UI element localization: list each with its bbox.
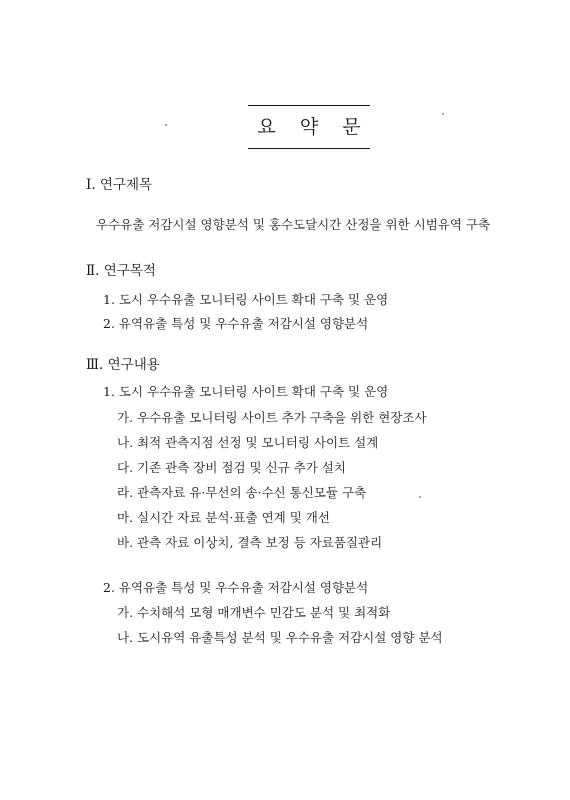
section-2-line-1: 1. 도시 우수유출 모니터링 사이트 확대 구축 및 운영: [103, 292, 389, 307]
scan-speck: [419, 496, 421, 498]
scan-speck: [442, 113, 444, 115]
section-3-line-1: 1. 도시 우수유출 모니터링 사이트 확대 구축 및 운영: [103, 384, 389, 399]
section-3-line-3: 나. 최적 관측지점 선정 및 모니터링 사이트 설계: [117, 435, 379, 450]
section-2-numeral: Ⅱ.: [86, 263, 100, 279]
section-3-line-10: 나. 도시유역 유출특성 분석 및 우수유출 저감시설 영향 분석: [117, 630, 443, 645]
section-1-line-1: 우수유출 저감시설 영향분석 및 홍수도달시간 산정을 위한 시범유역 구축: [96, 217, 491, 232]
section-1-numeral: Ⅰ.: [86, 177, 96, 193]
section-3-line-8: 2. 유역유출 특성 및 우수유출 저감시설 영향분석: [103, 580, 369, 595]
summary-title: 요 약 문: [257, 115, 370, 138]
section-1-heading: [86, 177, 152, 193]
section-1-title: 연구제목: [99, 177, 153, 193]
section-2-heading: [86, 263, 156, 279]
section-3-line-2: 가. 우수유출 모니터링 사이트 추가 구축을 위한 현장조사: [117, 410, 427, 425]
section-3-numeral: Ⅲ.: [86, 357, 104, 373]
section-2-title: 연구목적: [103, 263, 156, 279]
section-3-line-6: 마. 실시간 자료 분석·표출 연계 및 개선: [117, 510, 330, 525]
scan-speck: [165, 124, 167, 126]
section-3-heading: [86, 357, 160, 373]
section-3-line-7: 바. 관측 자료 이상치, 결측 보정 등 자료품질관리: [117, 535, 383, 550]
section-2-line-2: 2. 유역유출 특성 및 우수유출 저감시설 영향분석: [103, 316, 369, 331]
section-3-line-5: 라. 관측자료 유·무선의 송·수신 통신모듈 구축: [117, 485, 367, 500]
summary-title-box: [248, 105, 370, 149]
section-3-title: 연구내용: [107, 357, 160, 373]
section-3-line-4: 다. 기존 관측 장비 점검 및 신규 추가 설치: [117, 460, 346, 475]
section-3-line-9: 가. 수치해석 모형 매개변수 민감도 분석 및 최적화: [117, 605, 391, 620]
